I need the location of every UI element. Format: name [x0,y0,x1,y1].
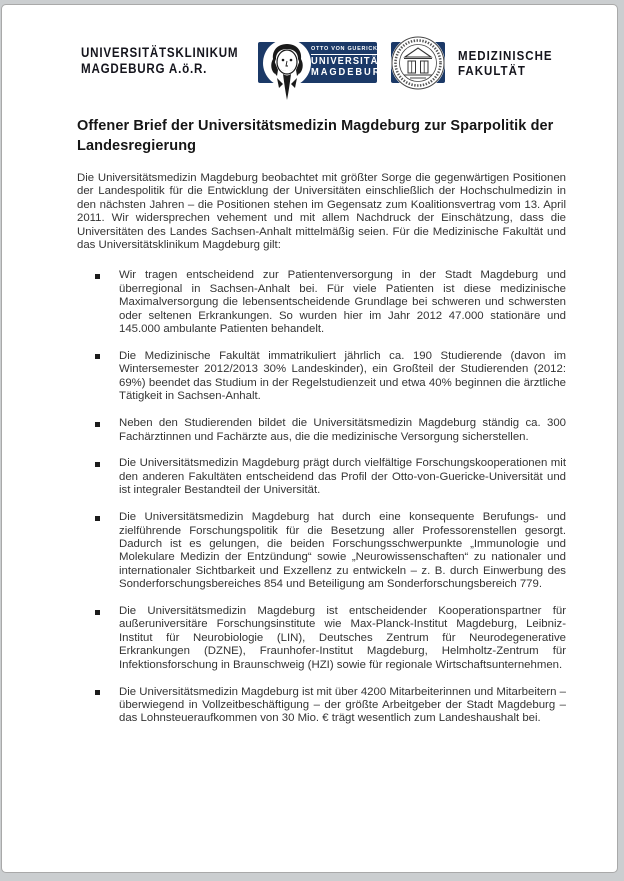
university-logo-line3: MAGDEBURG [311,67,391,78]
list-item-text: Wir tragen entscheidend zur Patientenversorgung in der Stadt Magdeburg und überregional in Sachsen-Anhalt bei. Für viele Patienten ist diese medizinische Maximalversorgung die lebensentscheidende Grundlage bei schweren und schwersten oder seltenen Erkrankungen. So wurden hier im Jahr 2012 47.000 stationäre und 145.000 ambulante Patienten behandelt. [119,269,566,336]
list-item-text: Die Medizinische Fakultät immatrikuliert jährlich ca. 190 Studierende (davon im Wintersemester 2012/2013 30% Landeskinder), ein Großteil der Studierenden (2012: 69%) beendet das Studium in der Regelstudienzeit und etwa 40% beginnen die ärztliche Tätigkeit in Sachsen-Anhalt. [119,349,566,403]
university-logo-text [311,46,397,78]
faculty-seal-icon [390,35,446,96]
list-item-text: Die Universitätsmedizin Magdeburg ist mit über 4200 Mitarbeiterinnen und Mitarbeitern – überwiegend in Vollzeitbeschäftigung – der größte Arbeitgeber der Stadt Magdeburg – das Lohnsteueraufkommen von 30 Mio. € trägt wesentlich zum Landeshaushalt bei. [119,685,566,725]
faculty-name [458,49,553,79]
list-item [77,686,566,726]
clinic-name-line2: MAGDEBURG A.ö.R. [81,60,208,76]
letter-title: Offener Brief der Universitätsmedizin Magdeburg zur Sparpolitik der Landesregierung [77,118,554,154]
list-item-text: Neben den Studierenden bildet die Universitätsmedizin Magdeburg ständig ca. 300 Fachärztinnen und Fachärzte aus, die die medizinische Versorgung sicherstellen. [119,417,566,443]
faculty-logo [391,42,445,83]
guericke-portrait-icon [261,38,313,109]
list-item [77,511,566,591]
faculty-name-line1: MEDIZINISCHE [458,49,553,63]
square-bullet-icon [95,422,100,427]
list-item [77,457,566,497]
list-item-text: Die Universitätsmedizin Magdeburg hat durch eine konsequente Berufungs- und zielführende Forschungspolitik für die Besetzung aller Professorenstellen gesorgt. Dadurch ist es gelungen, die beiden Forschungsschwerpunkte „Immunologie und Molekulare Medizin der Entzündung“ sowie „Neurowissenschaften“ zu nationaler und internationaler Sichtbarkeit und Exzellenz zu entwickeln – z. B. durch Einwerbung des Sonderforschungsbereiches 854 und Beteiligung am Sonderforschungsbereich 779. [119,511,566,591]
list-item-text: Die Universitätsmedizin Magdeburg ist entscheidender Kooperationspartner für außeruniversitäre Forschungsinstitute wie Max-Planck-Institut Magdeburg, Leibniz-Institut für Neurobiologie (LIN), Deutsches Zentrum für Neurodegenerative Erkrankungen (DZNE), Fraunhofer-Institut Magdeburg, Helmholtz-Zentrum für Infektionsforschung in Braunschweig (HZI) sowie für regionale Wirtschaftsunternehmen. [119,605,566,671]
intro-paragraph: Die Universitätsmedizin Magdeburg beobachtet mit größter Sorge die gegenwärtigen Positionen der Landespolitik für die Entwicklung der Universitäten einschließlich der Hochschulmedizin in den nächsten Jahren – die Positionen stehen im Gegensatz zum Koalitionsvertrag vom 13. April 2011. Wir widersprechen vehement und mit allem Nachdruck der Einschätzung, dass die Universitäten des Landes Sachsen-Anhalt mittelmäßig seien. Für die Medizinische Fakultät und das Universitätsklinikum Magdeburg gilt: [77,172,566,252]
list-item-text: Die Universitätsmedizin Magdeburg prägt durch vielfältige Forschungskooperationen mit den anderen Fakultäten entscheidend das Profil der Otto-von-Guericke-Universität und ist integraler Bestandteil der Universität. [119,457,566,497]
square-bullet-icon [95,610,100,615]
university-logo-line1: OTTO VON GUERICKE [311,46,397,55]
letter-body [77,117,566,739]
list-item [77,417,566,444]
letterhead [2,5,617,115]
square-bullet-icon [95,354,100,359]
clinic-name [81,45,238,76]
square-bullet-icon [95,274,100,279]
bullet-list [77,269,566,725]
list-item [77,350,566,404]
faculty-name-line2: FAKULTÄT [458,64,526,78]
square-bullet-icon [95,516,100,521]
university-logo [258,42,391,83]
university-logo-line2: UNIVERSITÄT [311,56,386,67]
square-bullet-icon [95,690,100,695]
list-item [77,605,566,672]
list-item [77,269,566,336]
clinic-name-line1: UNIVERSITÄTSKLINIKUM [81,45,239,60]
square-bullet-icon [95,462,100,467]
letter-page [1,4,618,873]
